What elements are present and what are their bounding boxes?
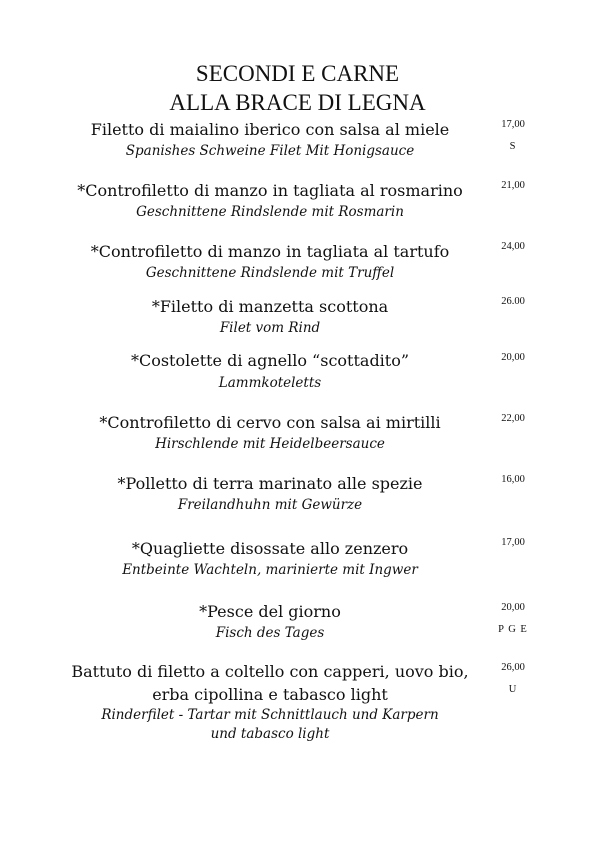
menu-item-name: *Polletto di terra marinato alle spezie	[117, 474, 423, 493]
menu-item-price: 17,00	[501, 119, 525, 130]
menu-item-subtitle: Spanishes Schweine Filet Mit Honigsauce	[125, 143, 415, 159]
menu-item-name: *Controfiletto di manzo in tagliata al tartufo	[90, 242, 450, 261]
menu-item-name-line-2: erba cipollina e tabasco light	[152, 685, 388, 704]
menu-item-subtitle-line-2: und tabasco light	[210, 726, 330, 742]
menu-item-subtitle-line-1: Rinderfilet - Tartar mit Schnittlauch und Karpern	[101, 707, 439, 723]
menu-item-subtitle: Entbeinte Wachteln, marinierte mit Ingwer	[122, 562, 418, 578]
menu-item-price: 20,00	[501, 602, 525, 613]
menu-item-price: 26.00	[501, 296, 525, 307]
menu-item-price: 17,00	[501, 537, 525, 548]
menu-item-subtitle: Fisch des Tages	[215, 625, 325, 641]
menu-item-subtitle: Freilandhuhn mit Gewürze	[177, 497, 363, 513]
menu-item-name: *Controfiletto di manzo in tagliata al rosmarino	[77, 181, 463, 200]
menu-item-price: 26,00	[501, 662, 525, 673]
menu-item-name: *Filetto di manzetta scottona	[151, 297, 389, 316]
menu-item-name: Filetto di maialino iberico con salsa al miele	[90, 120, 450, 139]
menu-item-name: *Quagliette disossate allo zenzero	[131, 539, 409, 558]
menu-item-allergen-note: S	[509, 141, 517, 152]
menu-item-price: 20,00	[501, 352, 525, 363]
menu-item-name: *Pesce del giorno	[199, 602, 341, 621]
menu-item-price: 16,00	[501, 474, 525, 485]
menu-item-subtitle: Geschnittene Rindslende mit Truffel	[145, 265, 395, 281]
menu-item-allergen-note: P G E	[498, 624, 528, 635]
menu-item-subtitle: Filet vom Rind	[219, 320, 321, 336]
menu-item-name: *Controfiletto di cervo con salsa ai mirtilli	[99, 413, 441, 432]
menu-item-subtitle: Geschnittene Rindslende mit Rosmarin	[136, 204, 404, 220]
menu-item-price: 24,00	[501, 241, 525, 252]
menu-item-name-line-1: Battuto di filetto a coltello con capperi, uovo bio,	[71, 662, 469, 681]
menu-item-price: 21,00	[501, 180, 525, 191]
page-title-line-2: ALLA BRACE DI LEGNA	[169, 90, 426, 115]
menu-item-price: 22,00	[501, 413, 525, 424]
menu-item-allergen-note: U	[508, 684, 518, 695]
menu-item-subtitle: Lammkoteletts	[218, 375, 322, 391]
menu-item-subtitle: Hirschlende mit Heidelbeersauce	[155, 436, 385, 452]
menu-item-name: *Costolette di agnello “scottadito”	[130, 351, 410, 370]
page-title-line-1: SECONDI E CARNE	[195, 61, 400, 86]
